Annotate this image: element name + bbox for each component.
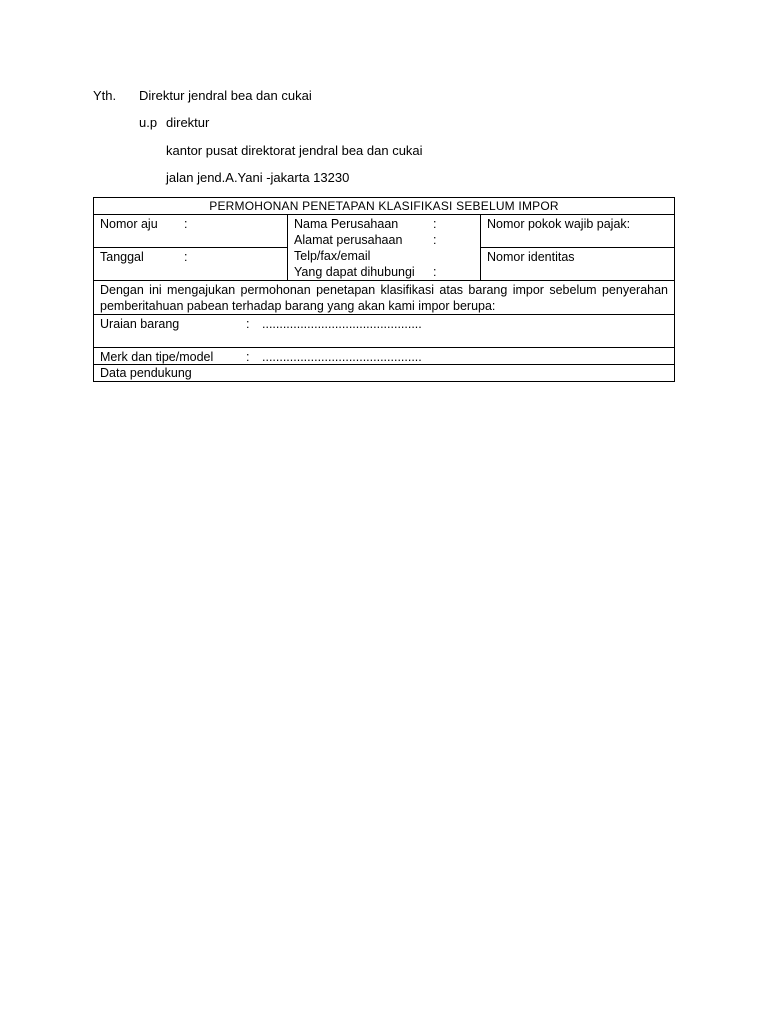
pendukung-label: Data pendukung — [100, 366, 192, 380]
up-name: direktur — [166, 115, 210, 130]
uraian-dots: .............................................. — [262, 317, 422, 331]
divider — [94, 214, 674, 215]
merk-dots: .............................................. — [262, 350, 422, 364]
classification-form — [93, 197, 675, 382]
colon: : — [433, 265, 437, 279]
divider — [287, 214, 288, 280]
yang-dapat-label: Yang dapat dihubungi — [294, 265, 415, 279]
divider — [480, 214, 481, 280]
up-label: u.p — [139, 115, 158, 130]
recipient: Direktur jendral bea dan cukai — [139, 88, 312, 103]
uraian-label: Uraian barang — [100, 317, 180, 331]
divider — [94, 247, 287, 248]
tanggal-label: Tanggal — [100, 250, 144, 264]
nama-perusahaan-label: Nama Perusahaan — [294, 217, 399, 231]
divider — [94, 314, 674, 315]
street-line: jalan jend.A.Yani -jakarta 13230 — [166, 170, 350, 185]
nomor-aju-label: Nomor aju — [100, 217, 158, 231]
colon: : — [184, 250, 188, 264]
statement-text: Dengan ini mengajukan permohonan penetapan klasifikasi atas barang impor sebelum penyerahan pemberitahuan pabean terhadap barang yang akan kami impor berupa: — [100, 283, 668, 313]
form-title: PERMOHONAN PENETAPAN KLASIFIKASI SEBELUM IMPOR — [209, 199, 559, 213]
npwp-label: Nomor pokok wajib pajak: — [487, 217, 631, 231]
identitas-label: Nomor identitas — [487, 250, 575, 264]
colon: : — [184, 217, 188, 231]
colon: : — [433, 233, 437, 247]
office-line: kantor pusat direktorat jendral bea dan cukai — [166, 143, 423, 158]
yth-label: Yth. — [93, 88, 117, 103]
divider — [94, 347, 674, 348]
colon: : — [433, 217, 437, 231]
colon: : — [246, 317, 250, 331]
colon: : — [246, 350, 250, 364]
divider — [94, 280, 674, 281]
divider — [480, 247, 674, 248]
telp-label: Telp/fax/email — [294, 249, 371, 263]
merk-label: Merk dan tipe/model — [100, 350, 214, 364]
alamat-perusahaan-label: Alamat perusahaan — [294, 233, 403, 247]
